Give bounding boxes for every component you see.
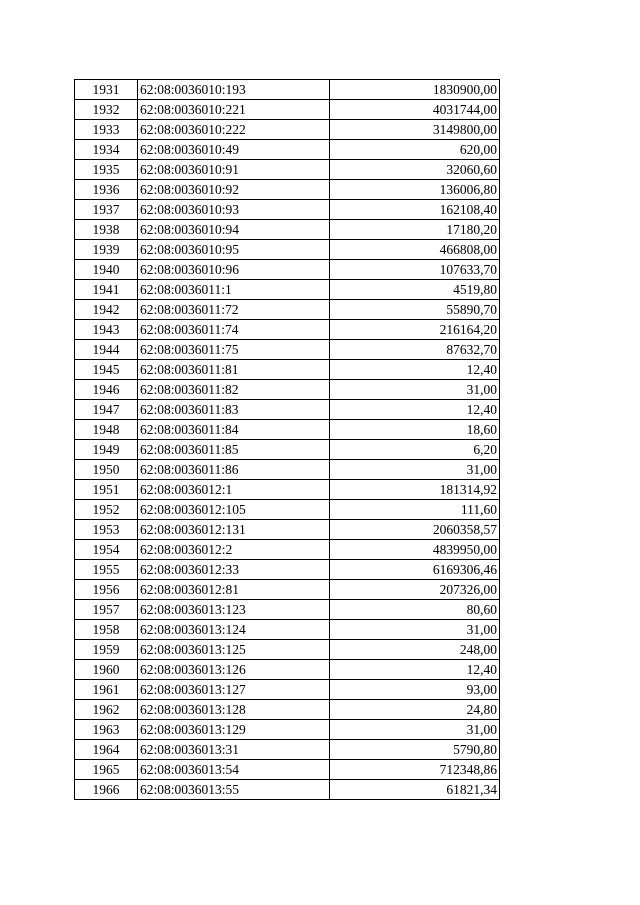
value-cell: 4031744,00: [330, 100, 500, 120]
table-row: [75, 720, 500, 740]
value-cell: 6,20: [330, 440, 500, 460]
value-cell: 17180,20: [330, 220, 500, 240]
row-number-cell: 1935: [75, 160, 138, 180]
table-row: [75, 460, 500, 480]
table-row: [75, 620, 500, 640]
table-row: [75, 600, 500, 620]
row-number-cell: 1939: [75, 240, 138, 260]
cadastral-number-cell: 62:08:0036011:86: [138, 460, 330, 480]
value-cell: 181314,92: [330, 480, 500, 500]
row-number-cell: 1954: [75, 540, 138, 560]
cadastral-number-cell: 62:08:0036010:92: [138, 180, 330, 200]
table-row: [75, 480, 500, 500]
table-row: [75, 380, 500, 400]
value-cell: 31,00: [330, 460, 500, 480]
row-number-cell: 1955: [75, 560, 138, 580]
cadastral-number-cell: 62:08:0036012:33: [138, 560, 330, 580]
table-row: [75, 200, 500, 220]
cadastral-number-cell: 62:08:0036011:81: [138, 360, 330, 380]
value-cell: 162108,40: [330, 200, 500, 220]
row-number-cell: 1963: [75, 720, 138, 740]
cadastral-number-cell: 62:08:0036013:128: [138, 700, 330, 720]
table-row: [75, 300, 500, 320]
cadastral-number-cell: 62:08:0036013:127: [138, 680, 330, 700]
table-row: [75, 220, 500, 240]
value-cell: 3149800,00: [330, 120, 500, 140]
cadastral-number-cell: 62:08:0036013:31: [138, 740, 330, 760]
table-row: [75, 740, 500, 760]
row-number-cell: 1956: [75, 580, 138, 600]
value-cell: 136006,80: [330, 180, 500, 200]
row-number-cell: 1957: [75, 600, 138, 620]
row-number-cell: 1936: [75, 180, 138, 200]
row-number-cell: 1961: [75, 680, 138, 700]
row-number-cell: 1937: [75, 200, 138, 220]
cadastral-number-cell: 62:08:0036012:81: [138, 580, 330, 600]
cadastral-number-cell: 62:08:0036010:94: [138, 220, 330, 240]
row-number-cell: 1946: [75, 380, 138, 400]
cadastral-value-table: [74, 79, 500, 800]
cadastral-number-cell: 62:08:0036011:72: [138, 300, 330, 320]
row-number-cell: 1962: [75, 700, 138, 720]
row-number-cell: 1932: [75, 100, 138, 120]
row-number-cell: 1942: [75, 300, 138, 320]
value-cell: 61821,34: [330, 780, 500, 800]
row-number-cell: 1931: [75, 80, 138, 100]
cadastral-number-cell: 62:08:0036012:105: [138, 500, 330, 520]
table-row: [75, 440, 500, 460]
row-number-cell: 1958: [75, 620, 138, 640]
table-row: [75, 580, 500, 600]
table-body: [75, 80, 500, 800]
table-row: [75, 260, 500, 280]
value-cell: 24,80: [330, 700, 500, 720]
cadastral-number-cell: 62:08:0036013:129: [138, 720, 330, 740]
value-cell: 87632,70: [330, 340, 500, 360]
row-number-cell: 1945: [75, 360, 138, 380]
cadastral-number-cell: 62:08:0036013:125: [138, 640, 330, 660]
cadastral-number-cell: 62:08:0036013:54: [138, 760, 330, 780]
value-cell: 4519,80: [330, 280, 500, 300]
cadastral-number-cell: 62:08:0036013:124: [138, 620, 330, 640]
table-row: [75, 120, 500, 140]
row-number-cell: 1951: [75, 480, 138, 500]
row-number-cell: 1952: [75, 500, 138, 520]
table-row: [75, 780, 500, 800]
cadastral-number-cell: 62:08:0036011:83: [138, 400, 330, 420]
cadastral-number-cell: 62:08:0036010:93: [138, 200, 330, 220]
value-cell: 55890,70: [330, 300, 500, 320]
table-row: [75, 280, 500, 300]
table-row: [75, 140, 500, 160]
value-cell: 5790,80: [330, 740, 500, 760]
cadastral-number-cell: 62:08:0036011:74: [138, 320, 330, 340]
table-row: [75, 640, 500, 660]
value-cell: 6169306,46: [330, 560, 500, 580]
table-row: [75, 80, 500, 100]
row-number-cell: 1938: [75, 220, 138, 240]
value-cell: 4839950,00: [330, 540, 500, 560]
cadastral-number-cell: 62:08:0036010:95: [138, 240, 330, 260]
cadastral-number-cell: 62:08:0036011:75: [138, 340, 330, 360]
value-cell: 31,00: [330, 720, 500, 740]
value-cell: 248,00: [330, 640, 500, 660]
row-number-cell: 1949: [75, 440, 138, 460]
table-row: [75, 520, 500, 540]
table-row: [75, 100, 500, 120]
row-number-cell: 1964: [75, 740, 138, 760]
value-cell: 31,00: [330, 380, 500, 400]
table-row: [75, 240, 500, 260]
value-cell: 107633,70: [330, 260, 500, 280]
value-cell: 93,00: [330, 680, 500, 700]
table-row: [75, 340, 500, 360]
row-number-cell: 1953: [75, 520, 138, 540]
cadastral-number-cell: 62:08:0036011:84: [138, 420, 330, 440]
value-cell: 466808,00: [330, 240, 500, 260]
table-row: [75, 560, 500, 580]
cadastral-number-cell: 62:08:0036010:222: [138, 120, 330, 140]
cadastral-number-cell: 62:08:0036012:1: [138, 480, 330, 500]
value-cell: 18,60: [330, 420, 500, 440]
value-cell: 12,40: [330, 660, 500, 680]
table-row: [75, 160, 500, 180]
table-row: [75, 500, 500, 520]
cadastral-number-cell: 62:08:0036012:131: [138, 520, 330, 540]
cadastral-number-cell: 62:08:0036013:55: [138, 780, 330, 800]
cadastral-number-cell: 62:08:0036013:123: [138, 600, 330, 620]
table-row: [75, 400, 500, 420]
value-cell: 1830900,00: [330, 80, 500, 100]
cadastral-number-cell: 62:08:0036012:2: [138, 540, 330, 560]
row-number-cell: 1933: [75, 120, 138, 140]
row-number-cell: 1959: [75, 640, 138, 660]
row-number-cell: 1965: [75, 760, 138, 780]
row-number-cell: 1947: [75, 400, 138, 420]
cadastral-number-cell: 62:08:0036010:96: [138, 260, 330, 280]
value-cell: 12,40: [330, 400, 500, 420]
table-row: [75, 680, 500, 700]
row-number-cell: 1960: [75, 660, 138, 680]
value-cell: 216164,20: [330, 320, 500, 340]
cadastral-number-cell: 62:08:0036011:1: [138, 280, 330, 300]
table-row: [75, 760, 500, 780]
cadastral-number-cell: 62:08:0036013:126: [138, 660, 330, 680]
row-number-cell: 1966: [75, 780, 138, 800]
table-row: [75, 700, 500, 720]
value-cell: 620,00: [330, 140, 500, 160]
value-cell: 80,60: [330, 600, 500, 620]
cadastral-number-cell: 62:08:0036010:91: [138, 160, 330, 180]
cadastral-number-cell: 62:08:0036010:221: [138, 100, 330, 120]
table-row: [75, 660, 500, 680]
cadastral-number-cell: 62:08:0036011:82: [138, 380, 330, 400]
table-row: [75, 180, 500, 200]
value-cell: 712348,86: [330, 760, 500, 780]
table-row: [75, 360, 500, 380]
row-number-cell: 1943: [75, 320, 138, 340]
cadastral-number-cell: 62:08:0036010:193: [138, 80, 330, 100]
cadastral-number-cell: 62:08:0036011:85: [138, 440, 330, 460]
row-number-cell: 1948: [75, 420, 138, 440]
value-cell: 32060,60: [330, 160, 500, 180]
value-cell: 31,00: [330, 620, 500, 640]
value-cell: 111,60: [330, 500, 500, 520]
table-row: [75, 540, 500, 560]
value-cell: 12,40: [330, 360, 500, 380]
row-number-cell: 1950: [75, 460, 138, 480]
cadastral-number-cell: 62:08:0036010:49: [138, 140, 330, 160]
row-number-cell: 1934: [75, 140, 138, 160]
table-row: [75, 320, 500, 340]
table-row: [75, 420, 500, 440]
value-cell: 2060358,57: [330, 520, 500, 540]
row-number-cell: 1941: [75, 280, 138, 300]
row-number-cell: 1940: [75, 260, 138, 280]
value-cell: 207326,00: [330, 580, 500, 600]
row-number-cell: 1944: [75, 340, 138, 360]
